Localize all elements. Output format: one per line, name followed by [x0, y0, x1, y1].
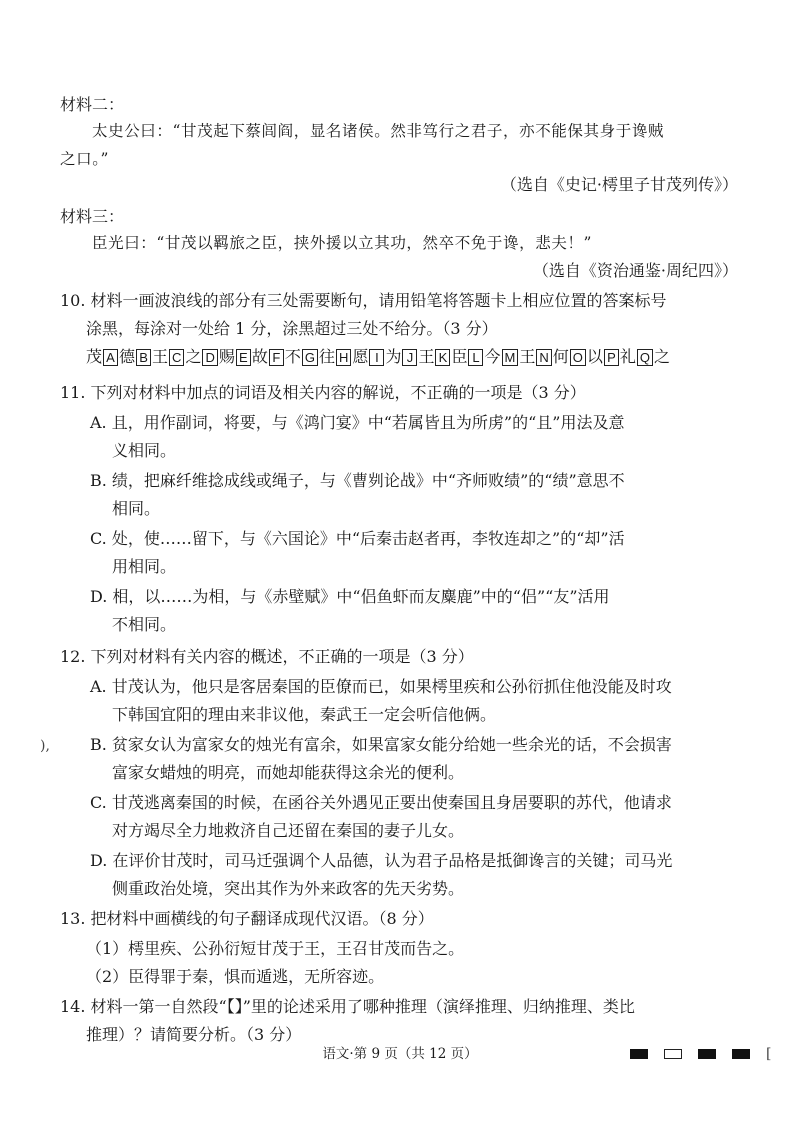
answer-box-p[interactable]: P	[604, 349, 619, 366]
question-13-sentence-2: （2）臣得罪于秦，惧而遁逃，无所容迹。	[86, 967, 385, 986]
answer-char: 不	[284, 347, 301, 366]
answer-char: 德	[119, 347, 136, 366]
scan-mark-hollow	[664, 1049, 682, 1059]
answer-char: 之	[654, 347, 671, 366]
question-10-line-2: 涂黑，每涂对一处给 1 分，涂黑超过三处不给分。（3 分）	[86, 319, 498, 338]
material-2-source: （选自《史记·樗里子甘茂列传》）	[500, 175, 738, 194]
answer-char: 之	[185, 347, 202, 366]
question-10-line-1: 10. 材料一画波浪线的部分有三处需要断句，请用铅笔将答题卡上相应位置的答案标号	[60, 291, 667, 310]
question-11-option-a-line-1: A. 且，用作副词，将要，与《鸿门宴》中“若属皆且为所虏”的“且”用法及意	[90, 413, 625, 432]
answer-box-m[interactable]: M	[502, 349, 519, 366]
scan-edge-mark-right: [	[766, 1046, 772, 1062]
question-11-stem: 11. 下列对材料中加点的词语及相关内容的解说，不正确的一项是（3 分）	[60, 383, 586, 402]
material-3-quote: 臣光曰：“甘茂以羁旅之臣，挟外援以立其功，然卒不免于谗，悲夫！”	[92, 234, 593, 252]
question-11-option-d-line-2: 不相同。	[112, 615, 177, 634]
material-3-source: （选自《资治通鉴·周纪四》）	[532, 261, 738, 280]
scan-mark-solid	[698, 1049, 716, 1059]
question-12-option-d-line-2: 侧重政治处境，突出其作为外来政客的先天劣势。	[112, 879, 465, 898]
question-14-line-1: 14. 材料一第一自然段“【】”里的论述采用了哪种推理（演绎推理、归纳推理、类比	[60, 997, 635, 1016]
question-12-option-a-line-1: A. 甘茂认为，他只是客居秦国的臣僚而已，如果樗里疾和公孙衍抓住他没能及时攻	[90, 677, 672, 696]
answer-char: 以	[586, 347, 603, 366]
answer-char: 往	[319, 347, 336, 366]
answer-char: 王	[418, 347, 435, 366]
scan-mark-solid	[732, 1049, 750, 1059]
question-11-option-b-line-2: 相同。	[112, 499, 161, 518]
answer-char: 茂	[86, 347, 103, 366]
answer-char: 王	[519, 347, 536, 366]
question-11-option-c-line-2: 用相同。	[112, 557, 177, 576]
material-2-quote-line-2: 之口。”	[60, 150, 110, 168]
answer-char: 今	[484, 347, 501, 366]
question-11-option-a-line-2: 义相同。	[112, 441, 177, 460]
answer-box-a[interactable]: A	[103, 349, 118, 366]
question-12-option-b-line-1: B. 贫家女认为富家女的烛光有富余，如果富家女能分给她一些余光的话，不会损害	[90, 735, 672, 754]
answer-box-h[interactable]: H	[336, 349, 351, 366]
question-11-option-c-line-1: C. 处，使……留下，与《六国论》中“后秦击赵者再，李牧连却之”的“却”活	[90, 529, 625, 548]
scan-marks	[630, 1046, 771, 1062]
answer-char: 赐	[218, 347, 235, 366]
question-12-option-c-line-1: C. 甘茂逃离秦国的时候，在函谷关外遇见正要出使秦国且身居要职的苏代，他请求	[90, 793, 672, 812]
answer-char: 愿	[352, 347, 369, 366]
question-12-option-d-line-1: D. 在评价甘茂时，司马迁强调个人品德，认为君子品格是抵御谗言的关键；司马光	[90, 851, 673, 870]
question-12-option-b-line-2: 富家女蜡烛的明亮，而她却能获得这余光的便利。	[112, 763, 465, 782]
answer-box-f[interactable]: F	[269, 349, 284, 366]
question-11-option-b-line-1: B. 绩，把麻纤维捻成线或绳子，与《曹刿论战》中“齐师败绩”的“绩”意思不	[90, 471, 625, 490]
question-14-line-2: 推理）？请简要分析。（3 分）	[86, 1025, 302, 1044]
answer-char: 臣	[451, 347, 468, 366]
page-footer: 语文·第 9 页（共 12 页）	[322, 1046, 478, 1062]
material-2-quote-line-1: 太史公曰：“甘茂起下蔡闾阎，显名诸侯。然非笃行之君子，亦不能保其身于谗贼	[92, 122, 665, 140]
answer-box-c[interactable]: C	[169, 349, 184, 366]
answer-box-n[interactable]: N	[536, 349, 551, 366]
answer-box-j[interactable]: J	[402, 349, 417, 366]
answer-box-g[interactable]: G	[302, 349, 318, 366]
answer-box-b[interactable]: B	[136, 349, 151, 366]
answer-char: 王	[152, 347, 169, 366]
answer-char: 故	[251, 347, 268, 366]
answer-char: 为	[385, 347, 402, 366]
scan-mark-solid	[630, 1049, 648, 1059]
answer-char: 礼	[619, 347, 636, 366]
material-2-label: 材料二：	[60, 95, 125, 114]
question-12-option-a-line-2: 下韩国宜阳的理由来非议他，秦武王一定会听信他俩。	[112, 705, 497, 724]
question-11-option-d-line-1: D. 相，以……为相，与《赤壁赋》中“侣鱼虾而友麋鹿”中的“侣”“友”活用	[90, 587, 610, 606]
answer-box-l[interactable]: L	[468, 349, 483, 366]
answer-box-o[interactable]: O	[570, 349, 586, 366]
answer-box-e[interactable]: E	[236, 349, 251, 366]
question-10-answer-boxes	[86, 346, 670, 368]
question-12-option-c-line-2: 对方竭尽全力地救济自己还留在秦国的妻子儿女。	[112, 821, 465, 840]
question-13-sentence-1: （1）樗里疾、公孙衍短甘茂于王，王召甘茂而告之。	[86, 939, 465, 958]
answer-box-k[interactable]: K	[435, 349, 450, 366]
answer-box-d[interactable]: D	[202, 349, 217, 366]
answer-box-i[interactable]: I	[369, 349, 384, 366]
answer-char: 何	[552, 347, 569, 366]
material-3-label: 材料三：	[60, 207, 125, 226]
question-13-stem: 13. 把材料中画横线的句子翻译成现代汉语。（8 分）	[60, 909, 434, 928]
scan-edge-mark-left: ),	[40, 738, 50, 754]
question-12-stem: 12. 下列对材料有关内容的概述，不正确的一项是（3 分）	[60, 647, 474, 666]
answer-box-q[interactable]: Q	[637, 349, 653, 366]
